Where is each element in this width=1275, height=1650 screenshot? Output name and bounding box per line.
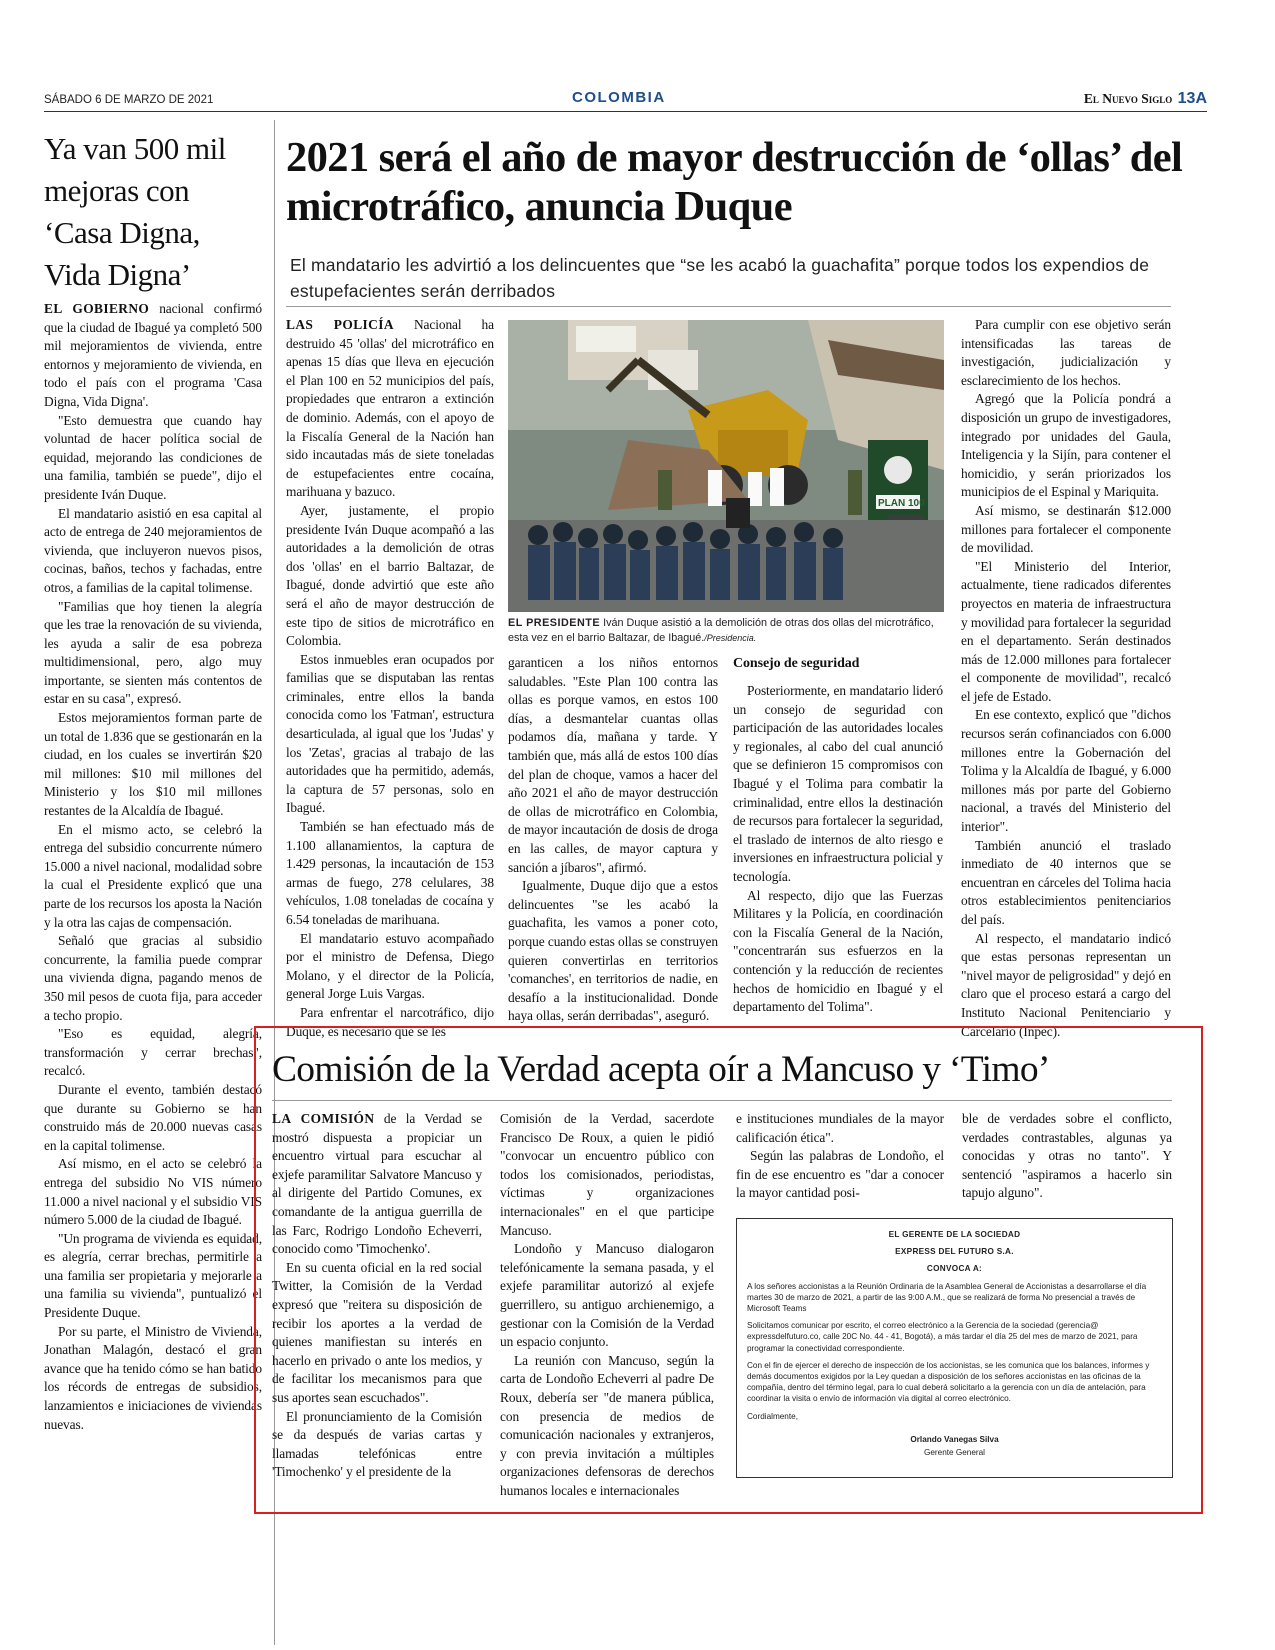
side-paragraph: EL GOBIERNO nacional confirmó que la ciudad de Ibagué ya completó 500 mil mejoramientos de vivienda, entre entornos y mejoramiento de vivienda, en todo el país con el programa 'Casa Digna, Vida Digna'.	[44, 301, 262, 409]
second-col-3	[736, 1110, 944, 1200]
second-col-4	[962, 1110, 1172, 1200]
side-paragraph: "Un programa de vivienda es equidad, es alegría, cerrar brechas, permitirle a una familia ser propietaria y mejorarle a una familia su vivienda", puntualizó el Presidente Duque.	[44, 1230, 262, 1321]
photo-illustration	[508, 320, 944, 612]
demolition-photo	[508, 320, 944, 612]
side-lead: EL GOBIERNO	[44, 301, 150, 316]
main-paragraph: Igualmente, Duque dijo que a estos delincuentes "se les acabó la guachafita, les vamos a poner coto, porque cuando estas ollas se construyen quieren convertirlas en territorios 'comanches', en territorios de nadie, en desafío a la institucionalidad. Donde haya ollas, serán derribadas", aseguró.	[508, 878, 718, 1024]
publication-title: El Nuevo Siglo	[1083, 91, 1173, 106]
notice-paragraph: Con el fin de ejercer el derecho de inspección de los accionistas, se les comunica que los balances, informes y demás documentos exigidos por la Ley quedan a disposición de los señores accionistas en las oficinas de la compañía, dentro del término legal, para lo cual deberá solicitarlo a la gerencia con un día de antelación, para coordinar la visita o envío de información vía digital al correo electrónico.	[747, 1360, 1150, 1404]
side-paragraph: Estos mejoramientos forman parte de un total de 1.836 que se gestionarán en la ciudad, en los cuales se invertirán $20 mil millones: $10 mil millones del Ministerio y los $10 mil millones restantes de la Alcaldía de Ibagué.	[44, 710, 262, 819]
notice-closing: Cordialmente,	[747, 1411, 798, 1421]
main-paragraph: Para enfrentar el narcotráfico, dijo Duque, es necesario que se les	[286, 1004, 494, 1039]
second-paragraph: LA COMISIÓN de la Verdad se mostró dispuesta a propiciar un encuentro virtual para escuchar al exjefe paramilitar Salvatore Mancuso y al dirigente del Partido Comunes, ex comandante de la antigua guerrilla de las Farc, Rodrigo Londoño Echeverri, conocido como 'Timochenko'.	[272, 1111, 482, 1257]
side-paragraph: "Eso es equidad, alegría, transformación y cerrar brechas", recalcó.	[44, 1026, 262, 1079]
photo-banner-text: PLAN 100	[878, 498, 925, 509]
caption-lead: EL PRESIDENTE	[508, 617, 601, 629]
header-rule	[44, 111, 1207, 112]
notice-line-1: EL GERENTE DE LA SOCIEDAD	[888, 1230, 1021, 1239]
side-paragraph: Así mismo, en el acto se celebró la entrega del subsidio No VIS número 11.000 a nivel nacional y el subsidio VIS número 5.000 de la ciudad de Ibagué.	[44, 1156, 262, 1228]
second-paragraph: El pronunciamiento de la Comisión se da después de varias cartas y llamadas telefónicas entre 'Timochenko' y el presidente de la	[272, 1408, 482, 1480]
publication-name	[1084, 90, 1207, 108]
notice-line-2: EXPRESS DEL FUTURO S.A.	[895, 1247, 1014, 1257]
main-paragraph: LAS POLICÍA Nacional ha destruido 45 'ollas' del microtráfico en apenas 15 días que lleva en ejecución el Plan 100 en 52 municipios del país, propiedades que entraron a extinción de dominio. Además, con el apoyo de la Fiscalía General de la Nación han sido incautadas más de siete toneladas de estupefacientes entre cocaína, marihuana y bazuco.	[286, 317, 494, 500]
notice-paragraph: A los señores accionistas a la Reunión Ordinaria de la Asamblea General de Accionistas a desarrollarse el día martes 30 de marzo de 2021, a partir de las 9:00 A.M., que se realizará de forma No presencial a través de Microsoft Teams	[747, 1281, 1147, 1314]
main-paragraph: Ayer, justamente, el propio presidente Iván Duque acompañó a las autoridades a la demolición de otras dos 'ollas' en el barrio Baltazar, de Ibagué, donde advirtió que este año será el año de mayor destrucción de este tipo de sitios de microtráfico en Colombia.	[286, 502, 494, 649]
second-paragraph: Londoño y Mancuso dialogaron telefónicamente la semana pasada, y el exjefe paramilitar autorizó al exjefe guerrillero, su antiguo archienemigo, a gestionar con la Comisión de la Verdad un espacio conjunto.	[500, 1241, 714, 1350]
section-subheading: Consejo de seguridad	[733, 656, 860, 671]
second-col-2	[500, 1110, 714, 1498]
main-paragraph: Así mismo, se destinarán $12.000 millones para fortalecer el componente de movilidad.	[961, 502, 1171, 556]
second-paragraph: e instituciones mundiales de la mayor calificación ética".	[736, 1111, 944, 1145]
main-paragraph: Posteriormente, en mandatario lideró un consejo de seguridad con participación de las autoridades locales y regionales, al cabo del cual anunció que se definieron 15 compromisos con Ibagué y el Tolima para combatir la criminalidad, entre ellos la destinación de recursos para fortalecer la seguridad, el traslado de internos de alto riesgo e inversiones en infraestructura policial y tecnología.	[733, 683, 943, 884]
side-paragraph: Por su parte, el Ministro de Vivienda, Jonathan Malagón, destacó el gran avance que ha tenido cómo se han batido los récords de entregas de subsidios, lanzamientos e iniciaciones de viviendas nuevas.	[44, 1323, 262, 1432]
second-paragraph: Según las palabras de Londoño, el fin de ese encuentro es "dar a conocer la mayor cantidad posi-	[736, 1148, 944, 1201]
main-paragraph: También se han efectuado más de 1.100 allanamientos, la captura de 1.429 personas, la incautación de 153 armas de fuego, 278 celulares, 38 vehículos, 1.08 toneladas de cocaína y 6.54 toneladas de marihuana.	[286, 819, 494, 927]
page-number: 13A	[1177, 90, 1207, 107]
section-name: COLOMBIA	[572, 89, 666, 106]
side-paragraph: En el mismo acto, se celebró la entrega del subsidio concurrente número 15.000 a nivel nacional, modalidad sobre la cual el Presidente explicó que una parte de los recursos los aposta la Nación y la otra las cajas de compensación.	[44, 821, 262, 930]
notice-paragraph: Solicitamos comunicar por escrito, el correo electrónico a la Gerencia de la sociedad (gerencia@ expressdelfuturo.co, calle 20C No. 44 - 41, Bogotá), a más tardar el día 25 del mes de marzo de 2021, para programar la conectividad correspondiente.	[747, 1321, 1138, 1353]
main-paragraph: Para cumplir con ese objetivo serán intensificadas las tareas de investigación, judicialización y esclarecimiento de los hechos.	[961, 317, 1171, 388]
main-col-4	[961, 316, 1171, 1039]
side-paragraph: "Esto demuestra que cuando hay voluntad de hacer política social de equidad, mejorando las condiciones de una familia, también se puede", dijo el presidente Iván Duque.	[44, 412, 262, 502]
main-col-3	[733, 650, 943, 1018]
main-paragraph: Al respecto, el mandatario indicó que estas personas representan un "nivel mayor de peligrosidad" y dejó en claro que el proceso estará a cargo del Instituto Nacional Penitenciario y Carcelario (Inpec).	[961, 930, 1171, 1039]
main-paragraph: Al respecto, dijo que las Fuerzas Militares y la Policía, en coordinación con la Fiscalía General de la Nación, "concentrarán sus esfuerzos en la contención y la reducción de recientes hechos de homicidio en Ibagué y el departamento del Tolima".	[733, 887, 943, 1015]
main-paragraph: "El Ministerio del Interior, actualmente, tiene radicados diferentes proyectos en materia de infraestructura y movilidad para fortalecer la seguridad en el departamento. Serán destinados más de 12.000 millones para fortalecer el componente de movilidad", recalcó el jefe de Estado.	[961, 558, 1171, 704]
side-story-body	[44, 300, 262, 1500]
page-date: SÁBADO 6 DE MARZO DE 2021	[44, 94, 214, 106]
second-headline-rule	[272, 1100, 1172, 1101]
main-subheadline: El mandatario les advirtió a los delincuentes que “se les acabó la guachafita” porque todos los expendios de estupefacientes serán derribados	[290, 255, 1150, 301]
shareholders-notice	[736, 1218, 1173, 1478]
photo-caption: EL PRESIDENTE Iván Duque asistió a la demolición de otras dos ollas del microtráfico, esta vez en el barrio Baltazar, de Ibagué./Presidencia.	[508, 617, 934, 644]
main-paragraph: Agregó que la Policía pondrá a disposición un grupo de investigadores, integrado por unidades del Gaula, Inteligencia y la Sijín, para contener el homicidio, y serán priorizados los municipios de el Espinal y Mariquita.	[961, 391, 1171, 500]
second-lead: LA COMISIÓN	[272, 1111, 375, 1126]
side-paragraph: Señaló que gracias al subsidio concurrente, la familia puede comprar una vivienda digna, pagando menos de 350 mil pesos de cuota fija, para acceder a techo propio.	[44, 933, 262, 1023]
main-paragraph: garanticen a los niños entornos saludables. "Este Plan 100 contra las ollas es porque vamos, en estos 100 días, a desmantelar cuantas ollas podamos día, mañana y tarde. Y también que, más allá de estos 100 días del plan de choque, vamos a hacer del año 2021 el año de mayor destrucción de ollas de microtráfico en Colombia, de mayor incautación de dosis de droga en las calles, de mayor captura y sanción a jíbaros", afirmó.	[508, 655, 718, 875]
second-col-1	[272, 1110, 482, 1482]
side-paragraph: El mandatario asistió en esa capital al acto de entrega de 240 mejoramientos de vivienda, que incluyeron nuevos pisos, cocinas, baños, techos y fachadas, entre otros, a familias de la capital tolimense.	[44, 505, 262, 595]
subheadline-rule	[286, 306, 1171, 307]
main-paragraph: También anunció el traslado inmediato de 40 internos que se encuentran en cárceles del Tolima hacia otros establecimientos penitenciarios del país.	[961, 837, 1171, 927]
second-paragraph: ble de verdades sobre el conflicto, verdades contrastables, algunas ya conocidas y otras no tanto". Y sentenció "aspiramos a hacerlo sin tapujo alguno".	[962, 1111, 1172, 1201]
notice-signer: Orlando Vanegas Silva	[910, 1434, 999, 1444]
main-paragraph: El mandatario estuvo acompañado por el ministro de Defensa, Diego Molano, y el director de la Policía, general Jorge Luis Vargas.	[286, 930, 494, 1002]
side-paragraph: "Familias que hoy tienen la alegría que les trae la renovación de su vivienda, les ayuda a salir de esa pobreza multidimensional, pero, algo muy importante, se sienten más contentos de estar en su casa", expresó.	[44, 598, 262, 707]
side-story-title: Ya van 500 mil mejoras con ‘Casa Digna, Vida Digna’	[44, 131, 226, 292]
main-col-2	[508, 654, 718, 1024]
side-paragraph: Durante el evento, también destacó que durante su Gobierno se han construido más de 20.000 nuevas casas en la capital tolimense.	[44, 1081, 262, 1153]
second-paragraph: La reunión con Mancuso, según la carta de Londoño Echeverri al padre De Roux, debería ser "de manera pública, con presencia de medios de comunicación nacionales y extranjeros, y con previa invitación a múltiples organizaciones defensoras de derechos humanos locales e internacionales	[500, 1352, 714, 1498]
photo-credit: /Presidencia.	[704, 633, 757, 643]
main-paragraph: En ese contexto, explicó que "dichos recursos serán cofinanciados con 6.000 millones entre la Gobernación del Tolima y la Alcaldía de Ibagué, y 6.000 millones más por parte del Gobierno nacional, a través del Ministerio del interior".	[961, 707, 1171, 835]
main-headline: 2021 será el año de mayor destrucción de ‘ollas’ del microtráfico, anuncia Duque	[286, 134, 1183, 230]
second-headline: Comisión de la Verdad acepta oír a Mancuso y ‘Timo’	[272, 1049, 1050, 1090]
main-lead: LAS POLICÍA	[286, 317, 394, 332]
notice-line-3: CONVOCA A:	[926, 1264, 983, 1274]
second-paragraph: Comisión de la Verdad, sacerdote Francisco De Roux, a quien le pidió "convocar un encuentro público con todos los comisionados, periodistas, víctimas y organizaciones internacionales" en el que participe Mancuso.	[500, 1111, 714, 1238]
second-paragraph: En su cuenta oficial en la red social Twitter, la Comisión de la Verdad expresó que "reitera su disposición de recibir los aportes a la verdad de quienes manifiestan su interés en hacerlo en privado o ante los medios, y de facilitar los mecanismos para que sus aportes sean escuchados".	[272, 1259, 482, 1405]
main-col-1	[286, 316, 494, 1039]
main-paragraph: Estos inmuebles eran ocupados por familias que se disputaban las rentas criminales, entre ellos la banda conocida como los 'Fatman', estructura desarticulada, al igual que los 'Judas' y los 'Zetas', gracias al trabajo de las autoridades que ha permitido, además, la captura de 57 personas, solo en Ibagué.	[286, 651, 494, 816]
notice-role: Gerente General	[924, 1448, 985, 1458]
